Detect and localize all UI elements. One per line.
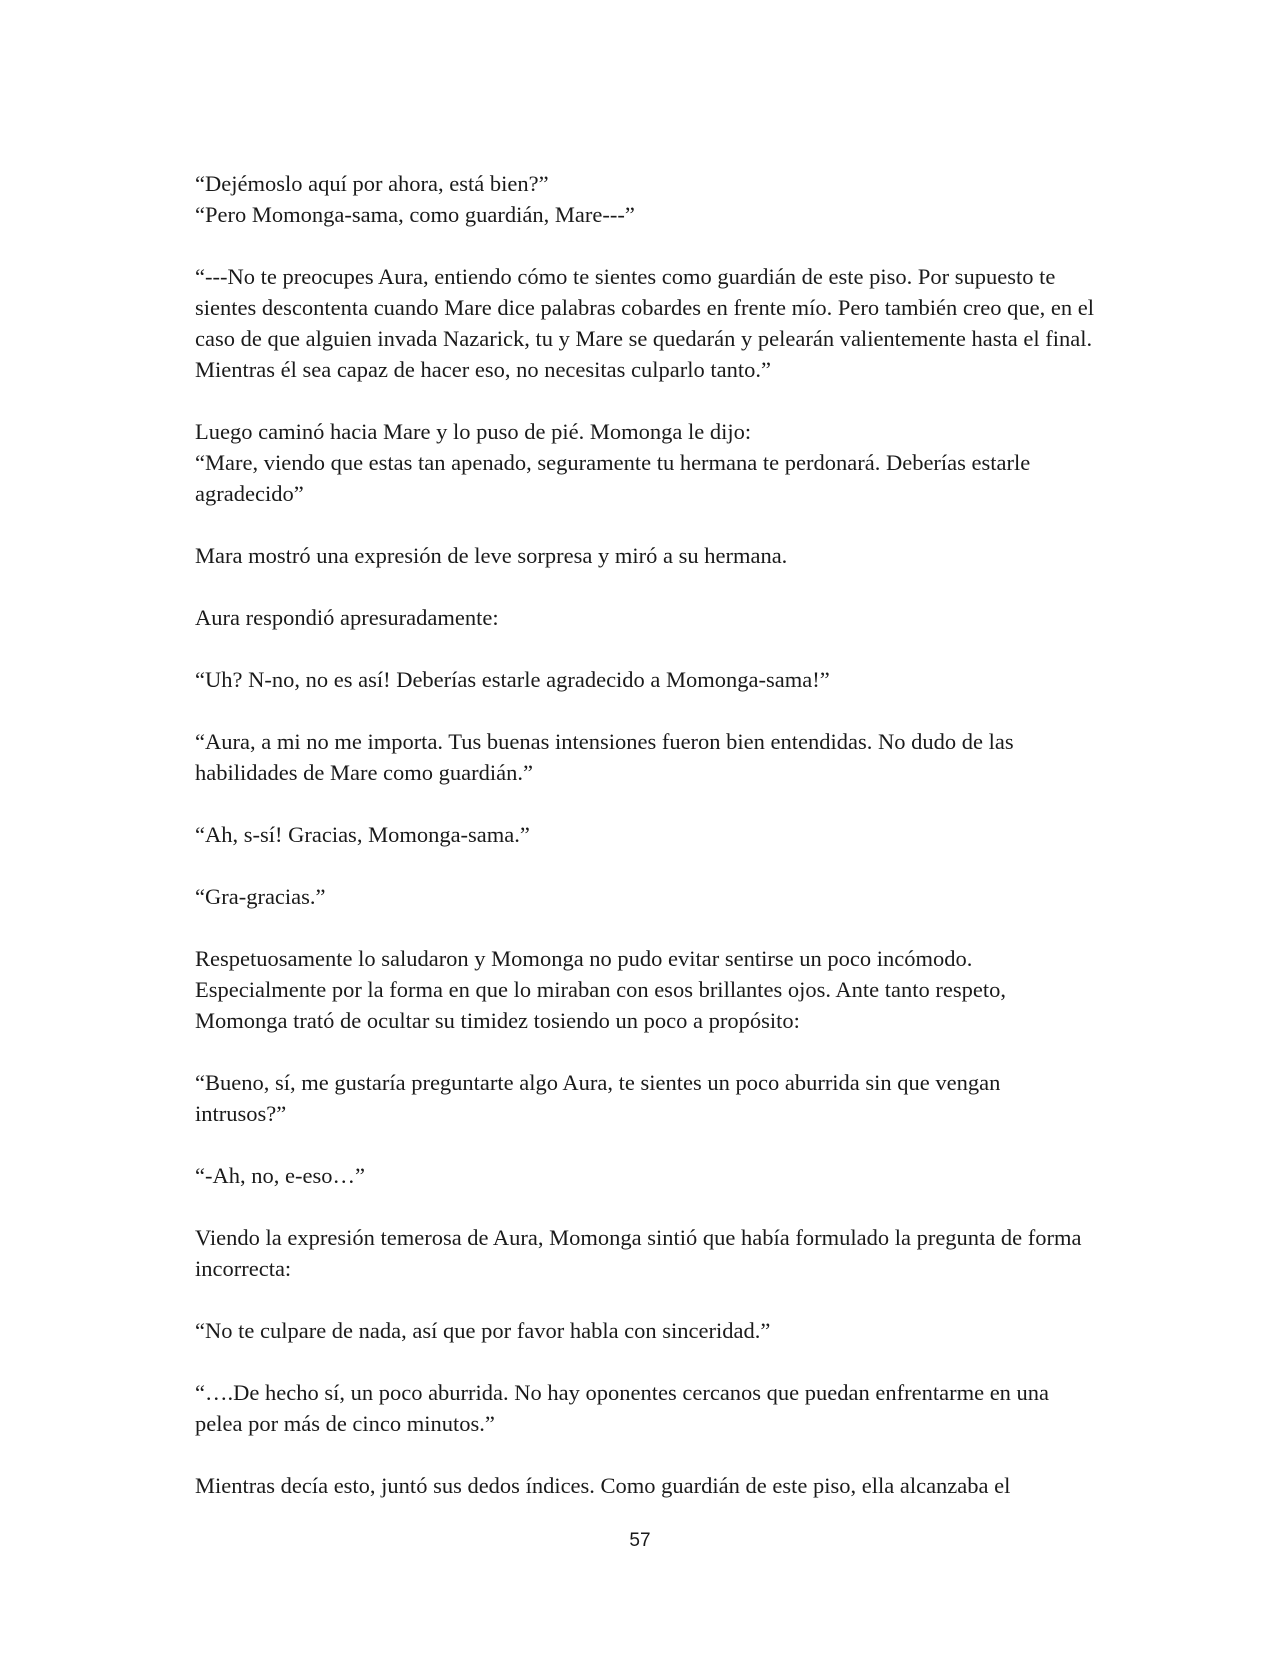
body-text — [195, 168, 1095, 1501]
page-number: 57 — [629, 1530, 651, 1551]
paragraph: Viendo la expresión temerosa de Aura, Momonga sintió que había formulado la pregunta de forma incorrecta: — [195, 1225, 1082, 1281]
dialogue-line: “Bueno, sí, me gustaría preguntarte algo Aura, te sientes un poco aburrida sin que vengan intrusos?” — [195, 1070, 1001, 1126]
dialogue-line: “Ah, s-sí! Gracias, Momonga-sama.” — [195, 822, 530, 847]
dialogue-line: “-Ah, no, e-eso…” — [195, 1163, 365, 1188]
paragraph: Mientras decía esto, juntó sus dedos índices. Como guardián de este piso, ella alcanzaba el — [195, 1473, 1011, 1498]
dialogue-line: “Aura, a mi no me importa. Tus buenas intensiones fueron bien entendidas. No dudo de las habilidades de Mare como guardián.” — [195, 729, 1014, 785]
paragraph: Respetuosamente lo saludaron y Momonga no pudo evitar sentirse un poco incómodo. Especialmente por la forma en que lo miraban con esos brillantes ojos. Ante tanto respeto, Momonga trató de ocultar su timidez tosiendo un poco a propósito: — [195, 946, 1007, 1033]
dialogue-line: “Gra-gracias.” — [195, 884, 326, 909]
narration-line: Mara mostró una expresión de leve sorpresa y miró a su hermana. — [195, 543, 788, 568]
paragraph: “---No te preocupes Aura, entiendo cómo te sientes como guardián de este piso. Por supuesto te sientes descontenta cuando Mare dice palabras cobardes en frente mío. Pero también creo que, en el caso de que alguien invada Nazarick, tu y Mare se quedarán y pelearán valientemente hasta el final. Mientras él sea capaz de hacer eso, no necesitas culparlo tanto.” — [195, 264, 1095, 382]
dialogue-line: “Mare, viendo que estas tan apenado, seguramente tu hermana te perdonará. Deberías estarle agradecido” — [195, 450, 1031, 506]
narration-line: Luego caminó hacia Mare y lo puso de pié. Momonga le dijo: — [195, 419, 752, 444]
dialogue-line: “Uh? N-no, no es así! Deberías estarle agradecido a Momonga-sama!” — [195, 667, 830, 692]
dialogue-line: “….De hecho sí, un poco aburrida. No hay oponentes cercanos que puedan enfrentarme en una pelea por más de cinco minutos.” — [195, 1380, 1050, 1436]
dialogue-line: “Dejémoslo aquí por ahora, está bien?” — [195, 171, 549, 196]
dialogue-line: “Pero Momonga-sama, como guardián, Mare---” — [195, 202, 635, 227]
narration-line: Aura respondió apresuradamente: — [195, 605, 499, 630]
dialogue-line: “No te culpare de nada, así que por favor habla con sinceridad.” — [195, 1318, 771, 1343]
